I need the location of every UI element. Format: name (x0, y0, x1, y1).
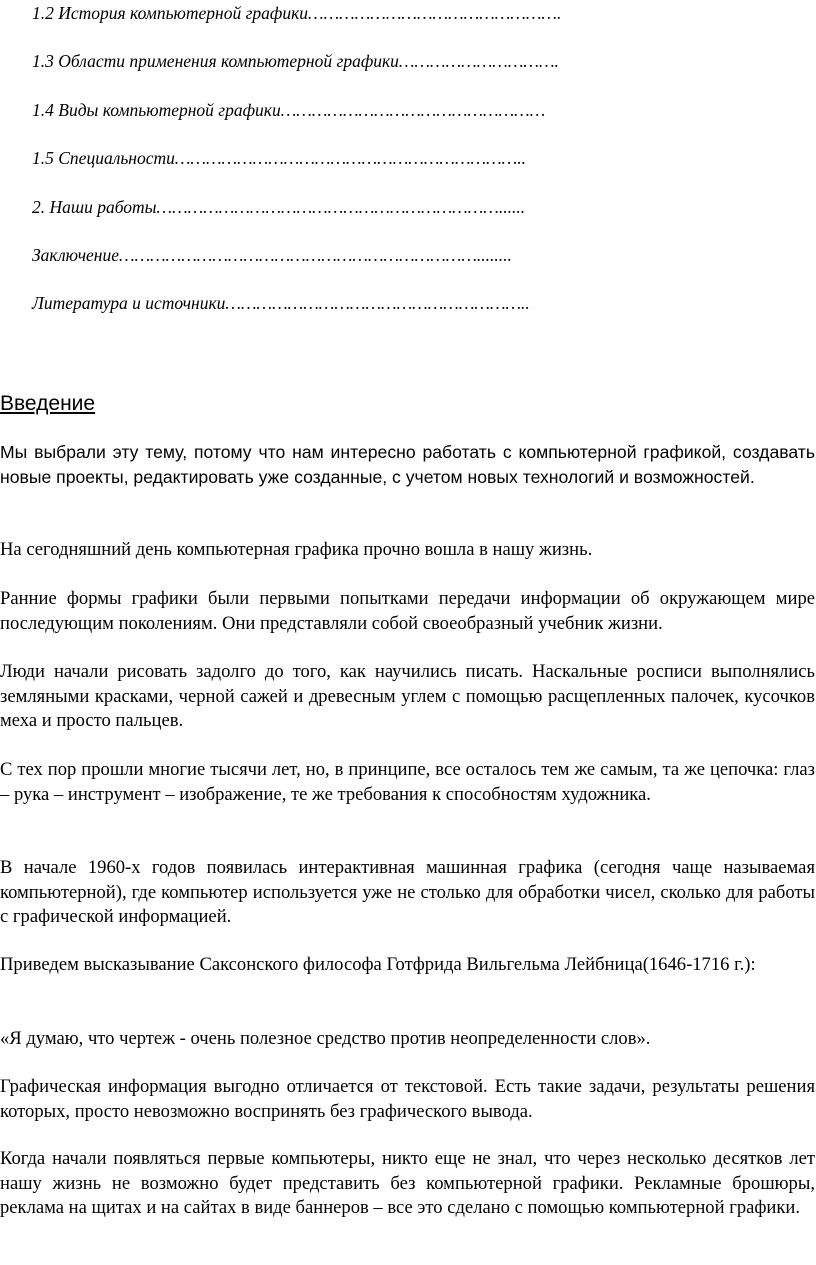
toc-item-specialties: 1.5 Специальности………………………………………………………….. (32, 148, 526, 168)
toc-item-conclusion: Заключение……………………………………………………………........ (32, 245, 512, 265)
paragraph: В начале 1960-х годов появилась интерактивная машинная графика (сегодня чаще называемая компьютерной), где компьютер используется уже не столько для обработки чисел, сколько для работы с графической информацией. (0, 857, 815, 927)
quote: «Я думаю, что чертеж - очень полезное средство против неопределенности слов». (0, 1028, 651, 1049)
toc-item-literature: Литература и источники………………………………………………….. (32, 293, 530, 313)
paragraph: Приведем высказывание Саксонского философа Готфрида Вильгельма Лейбница(1646-1716 г.): (0, 954, 756, 975)
toc-item-our-works: 2. Наши работы…………………………………………………………...... (32, 197, 526, 217)
toc-item-history: 1.2 История компьютерной графики…………………………………………. (32, 3, 562, 23)
paragraph: Графическая информация выгодно отличается от текстовой. Есть такие задачи, результаты решения которых, просто невозможно воспринять без графического вывода. (0, 1076, 815, 1122)
paragraph: Когда начали появляться первые компьютеры, никто еще не знал, что через несколько десятков лет нашу жизнь не возможно будет представить без компьютерной графики. Рекламные брошюры, реклама на щитах и на сайтах в виде баннеров – все это сделано с помощью компьютерной графики. (0, 1148, 815, 1218)
section-title: Введение (0, 392, 96, 415)
paragraph: С тех пор прошли многие тысячи лет, но, в принципе, все осталось тем же самым, та же цепочка: глаз – рука – инструмент – изображение, те же требования к способностям художника. (0, 759, 815, 805)
paragraph: Ранние формы графики были первыми попытками передачи информации об окружающем мире последующим поколениям. Они представляли собой своеобразный учебник жизни. (0, 588, 815, 634)
toc-item-applications: 1.3 Области применения компьютерной графики…………………………. (32, 51, 559, 71)
paragraph: Мы выбрали эту тему, потому что нам интересно работать с компьютерной графикой, создавать новые проекты, редактировать уже созданные, с учетом новых технологий и возможностей. (0, 442, 815, 487)
paragraph: Люди начали рисовать задолго до того, как научились писать. Наскальные росписи выполнялись земляными красками, черной сажей и древесным углем с помощью расщепленных палочек, кусочков меха и просто пальцев. (0, 661, 815, 731)
toc-item-types: 1.4 Виды компьютерной графики…………………………………………… (32, 100, 546, 120)
paragraph: На сегодняшний день компьютерная графика прочно вошла в нашу жизнь. (0, 539, 593, 560)
